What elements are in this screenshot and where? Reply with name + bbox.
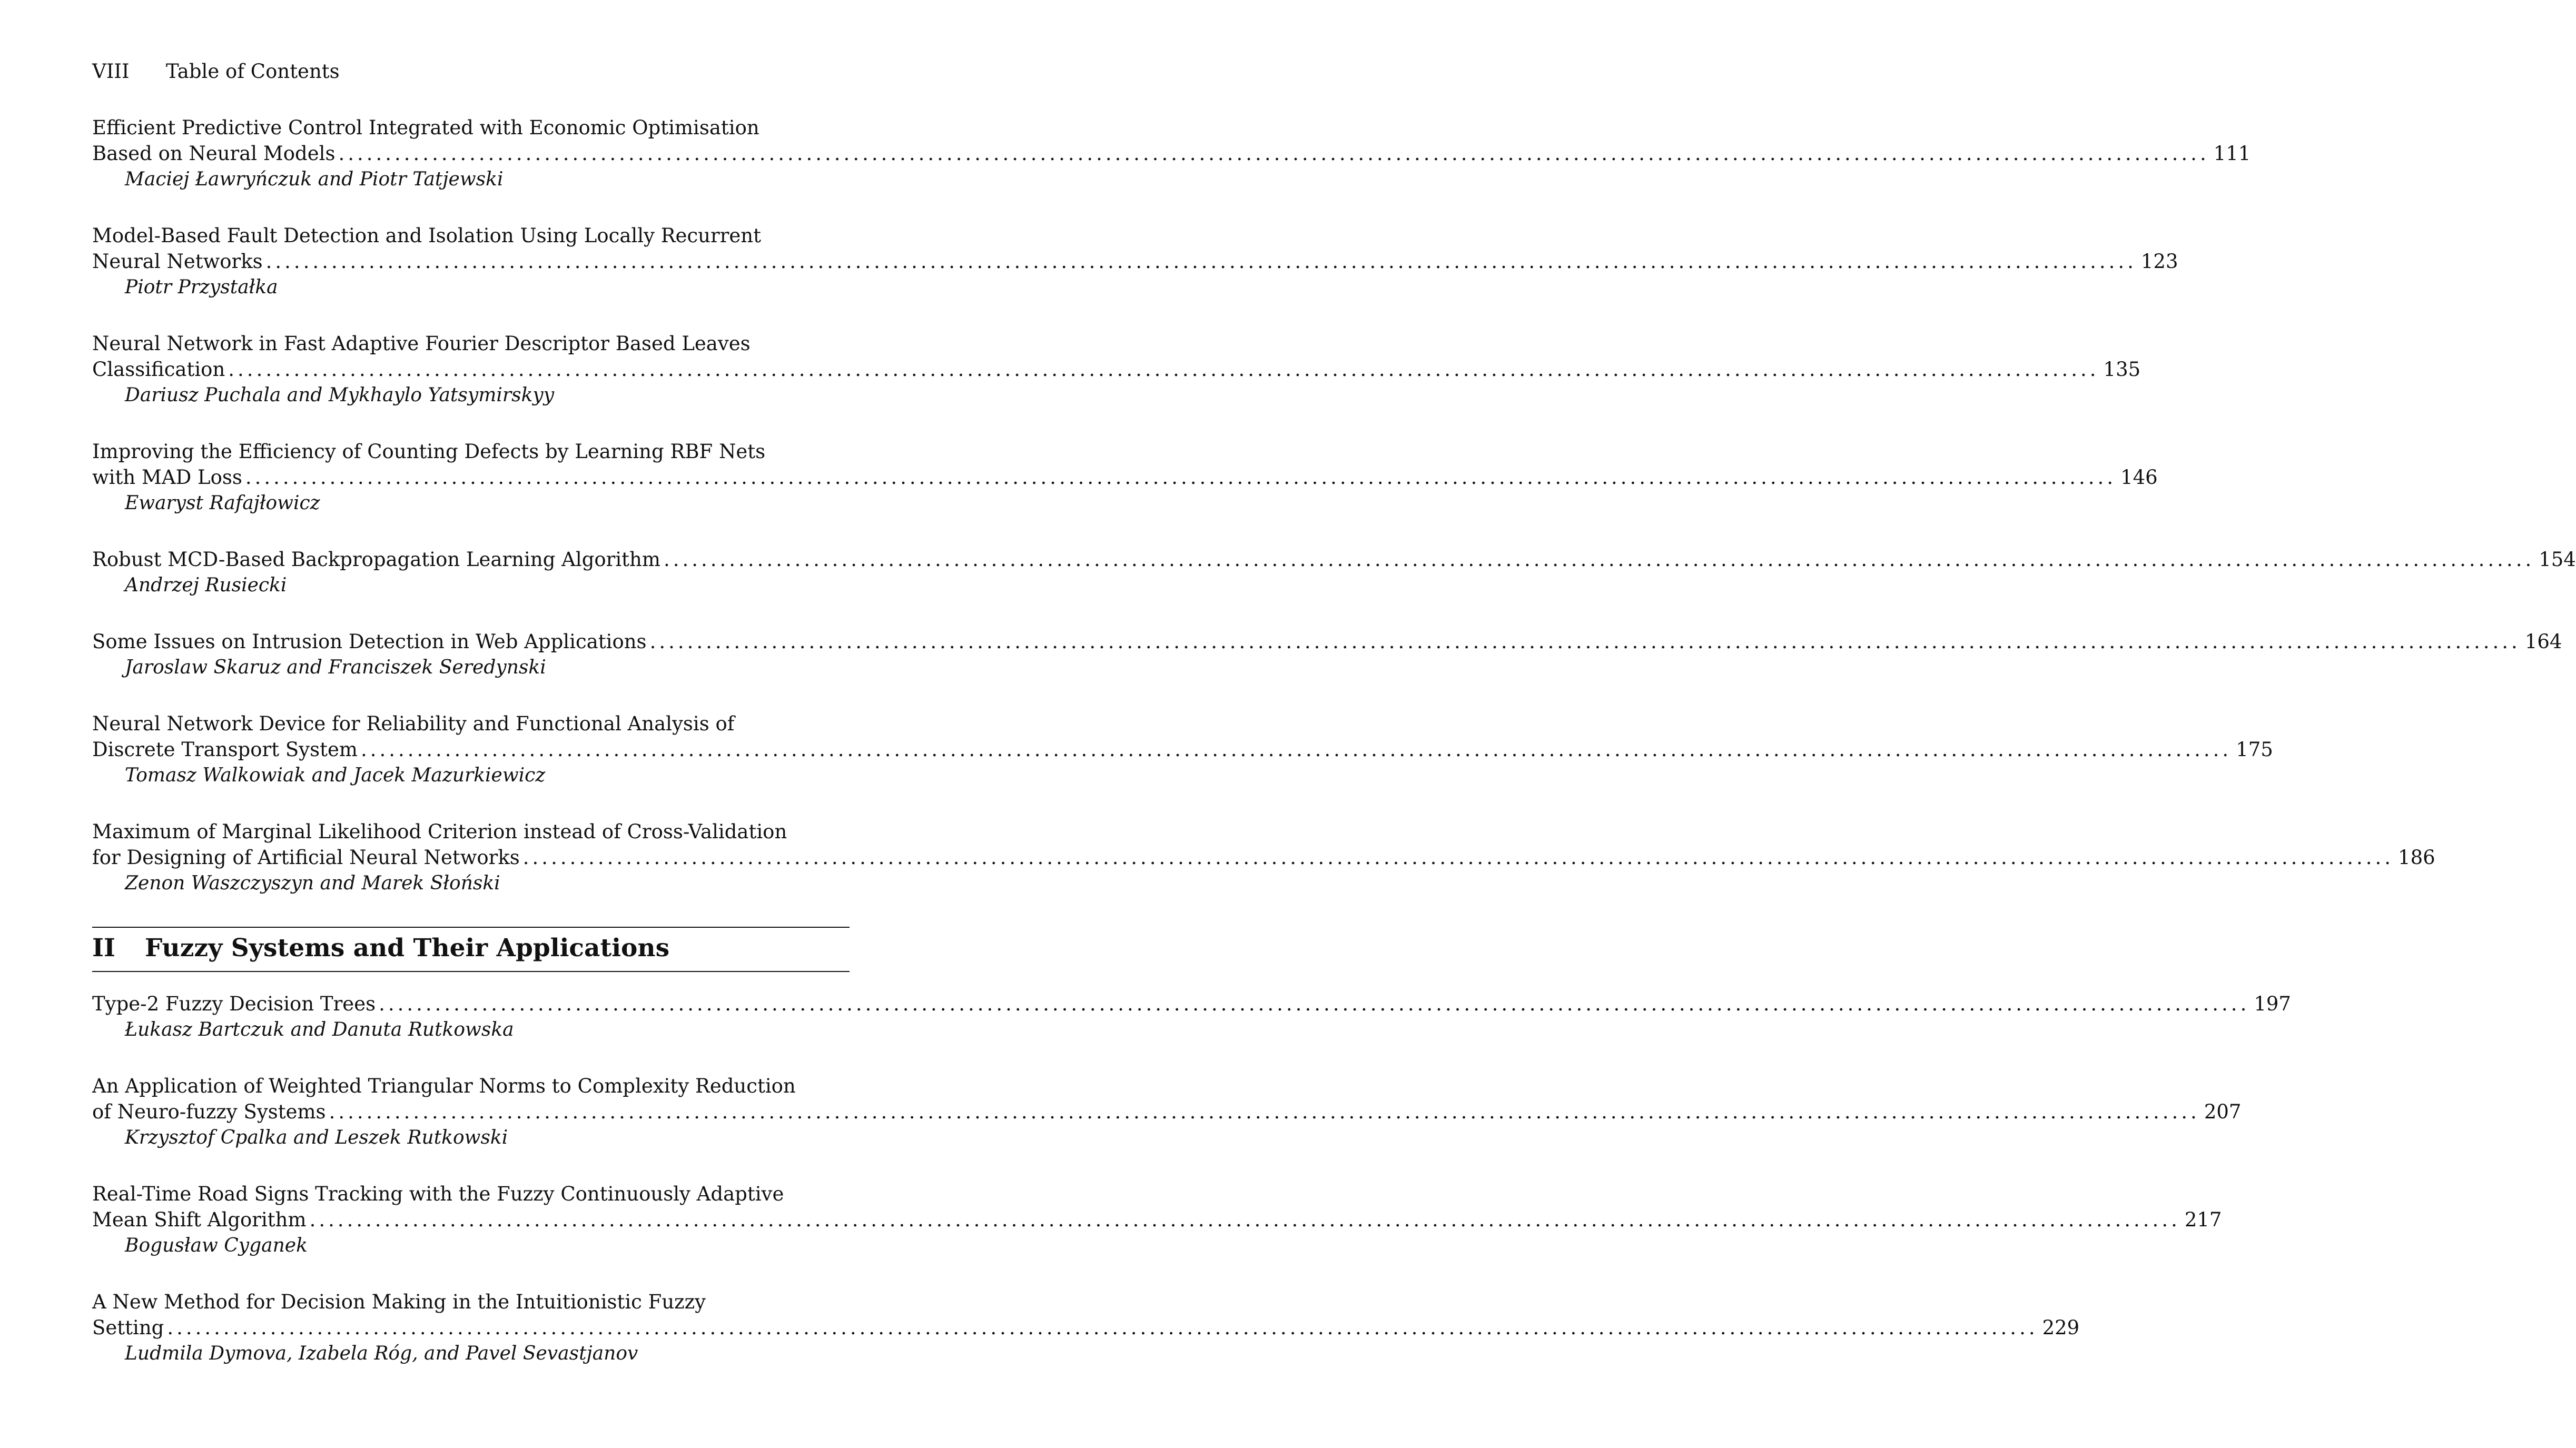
entry-title-line: for Designing of Artificial Neural Networks [92,846,520,869]
entry-authors: Tomasz Walkowiak and Jacek Mazurkiewicz [125,765,546,786]
header-title: Table of Contents [166,60,340,83]
entry-page-number: 154 [2539,548,2576,571]
toc-entry[interactable] [92,223,2178,300]
entry-title-line: An Application of Weighted Triangular Norms to Complexity Reduction [92,1075,796,1097]
toc-entry[interactable] [92,711,2273,788]
entry-authors: Zenon Waszczyszyn and Marek Słoński [125,872,500,894]
entry-title-line: Some Issues on Intrusion Detection in Web Applications [92,630,647,653]
entry-title-line: Improving the Efficiency of Counting Defects by Learning RBF Nets [92,440,766,463]
dot-leader: ........................................................................................................................................................................................................ [167,1316,2038,1339]
entry-authors: Ludmila Dymova, Izabela Róg, and Pavel Sevastjanov [125,1343,638,1364]
entry-title-line: Mean Shift Algorithm [92,1208,307,1231]
entry-page-number: 123 [2140,250,2178,273]
dot-leader: ........................................................................................................................................................................................................ [228,358,2099,381]
toc-entry[interactable] [92,547,2576,598]
entry-page-number: 164 [2524,630,2562,653]
entry-authors: Krzysztof Cpalka and Leszek Rutkowski [125,1127,508,1148]
entry-authors: Piotr Przystałka [125,276,278,298]
running-head [92,59,340,84]
toc-entry[interactable] [92,991,2291,1043]
entry-title-line: Neural Network in Fast Adaptive Fourier Descriptor Based Leaves [92,332,751,355]
entry-title-line: Type-2 Fuzzy Decision Trees [92,993,376,1015]
part-heading [92,927,850,972]
entry-page-number: 175 [2236,738,2273,761]
entry-page-number: 111 [2213,142,2251,165]
entry-page-number: 146 [2120,466,2158,489]
dot-leader: ........................................................................................................................................................................................................ [265,250,2137,273]
entry-title-line: A New Method for Decision Making in the Intuitionistic Fuzzy [92,1291,706,1313]
dot-leader: ........................................................................................................................................................................................................ [338,142,2209,165]
entry-page-number: 207 [2204,1100,2242,1123]
dot-leader: ........................................................................................................................................................................................................ [522,846,2394,869]
entry-authors: Maciej Ławryńczuk and Piotr Tatjewski [125,168,504,190]
entry-title-line: Neural Network Device for Reliability and Functional Analysis of [92,712,735,735]
dot-leader: ........................................................................................................................................................................................................ [245,466,2117,489]
entry-title-line: Efficient Predictive Control Integrated with Economic Optimisation [92,116,759,139]
part-number: II [92,934,115,963]
entry-authors: Bogusław Cyganek [125,1235,308,1256]
entry-title-line: of Neuro-fuzzy Systems [92,1100,326,1123]
header-page-number: VIII [92,60,130,83]
entry-title-line: Model-Based Fault Detection and Isolation Using Locally Recurrent [92,224,761,247]
toc-entry[interactable] [92,115,2251,192]
part-title: Fuzzy Systems and Their Applications [145,934,670,963]
toc-entry[interactable] [92,1289,2080,1366]
toc-entry[interactable] [92,629,2562,680]
entry-authors: Andrzej Rusiecki [125,574,287,596]
entry-page-number: 135 [2103,358,2141,381]
entry-title-line: Classification [92,358,225,381]
entry-title-line: Discrete Transport System [92,738,358,761]
entry-title-line: Neural Networks [92,250,263,273]
toc-entry[interactable] [92,1073,2242,1151]
entry-page-number: 217 [2184,1208,2222,1231]
entry-title-line: Setting [92,1316,164,1339]
toc-entry[interactable] [92,819,2435,896]
entry-title-line: with MAD Loss [92,466,242,489]
entry-authors: Dariusz Puchala and Mykhaylo Yatsymirskyy [125,384,555,406]
toc-content [92,115,2576,1397]
dot-leader: ........................................................................................................................................................................................................ [309,1208,2180,1231]
entry-authors: Ewaryst Rafajłowicz [125,492,320,514]
toc-entry[interactable] [92,1181,2222,1258]
entry-page-number: 197 [2254,993,2291,1015]
entry-authors: Jaroslaw Skaruz and Franciszek Seredynski [125,657,546,678]
dot-leader: ........................................................................................................................................................................................................ [360,738,2232,761]
dot-leader: ........................................................................................................................................................................................................ [379,993,2250,1015]
entry-page-number: 229 [2042,1316,2080,1339]
entry-authors: Łukasz Bartczuk and Danuta Rutkowska [125,1019,514,1040]
toc-entry[interactable] [92,439,2158,516]
dot-leader: ........................................................................................................................................................................................................ [329,1100,2200,1123]
dot-leader: ........................................................................................................................................................................................................ [649,630,2521,653]
entry-page-number: 186 [2398,846,2435,869]
entry-title-line: Based on Neural Models [92,142,335,165]
toc-entry[interactable] [92,331,2141,408]
entry-title-line: Robust MCD-Based Backpropagation Learning Algorithm [92,548,660,571]
entry-title-line: Real-Time Road Signs Tracking with the Fuzzy Continuously Adaptive [92,1183,784,1205]
entry-title-line: Maximum of Marginal Likelihood Criterion instead of Cross-Validation [92,820,787,843]
dot-leader: ........................................................................................................................................................................................................ [663,548,2535,571]
